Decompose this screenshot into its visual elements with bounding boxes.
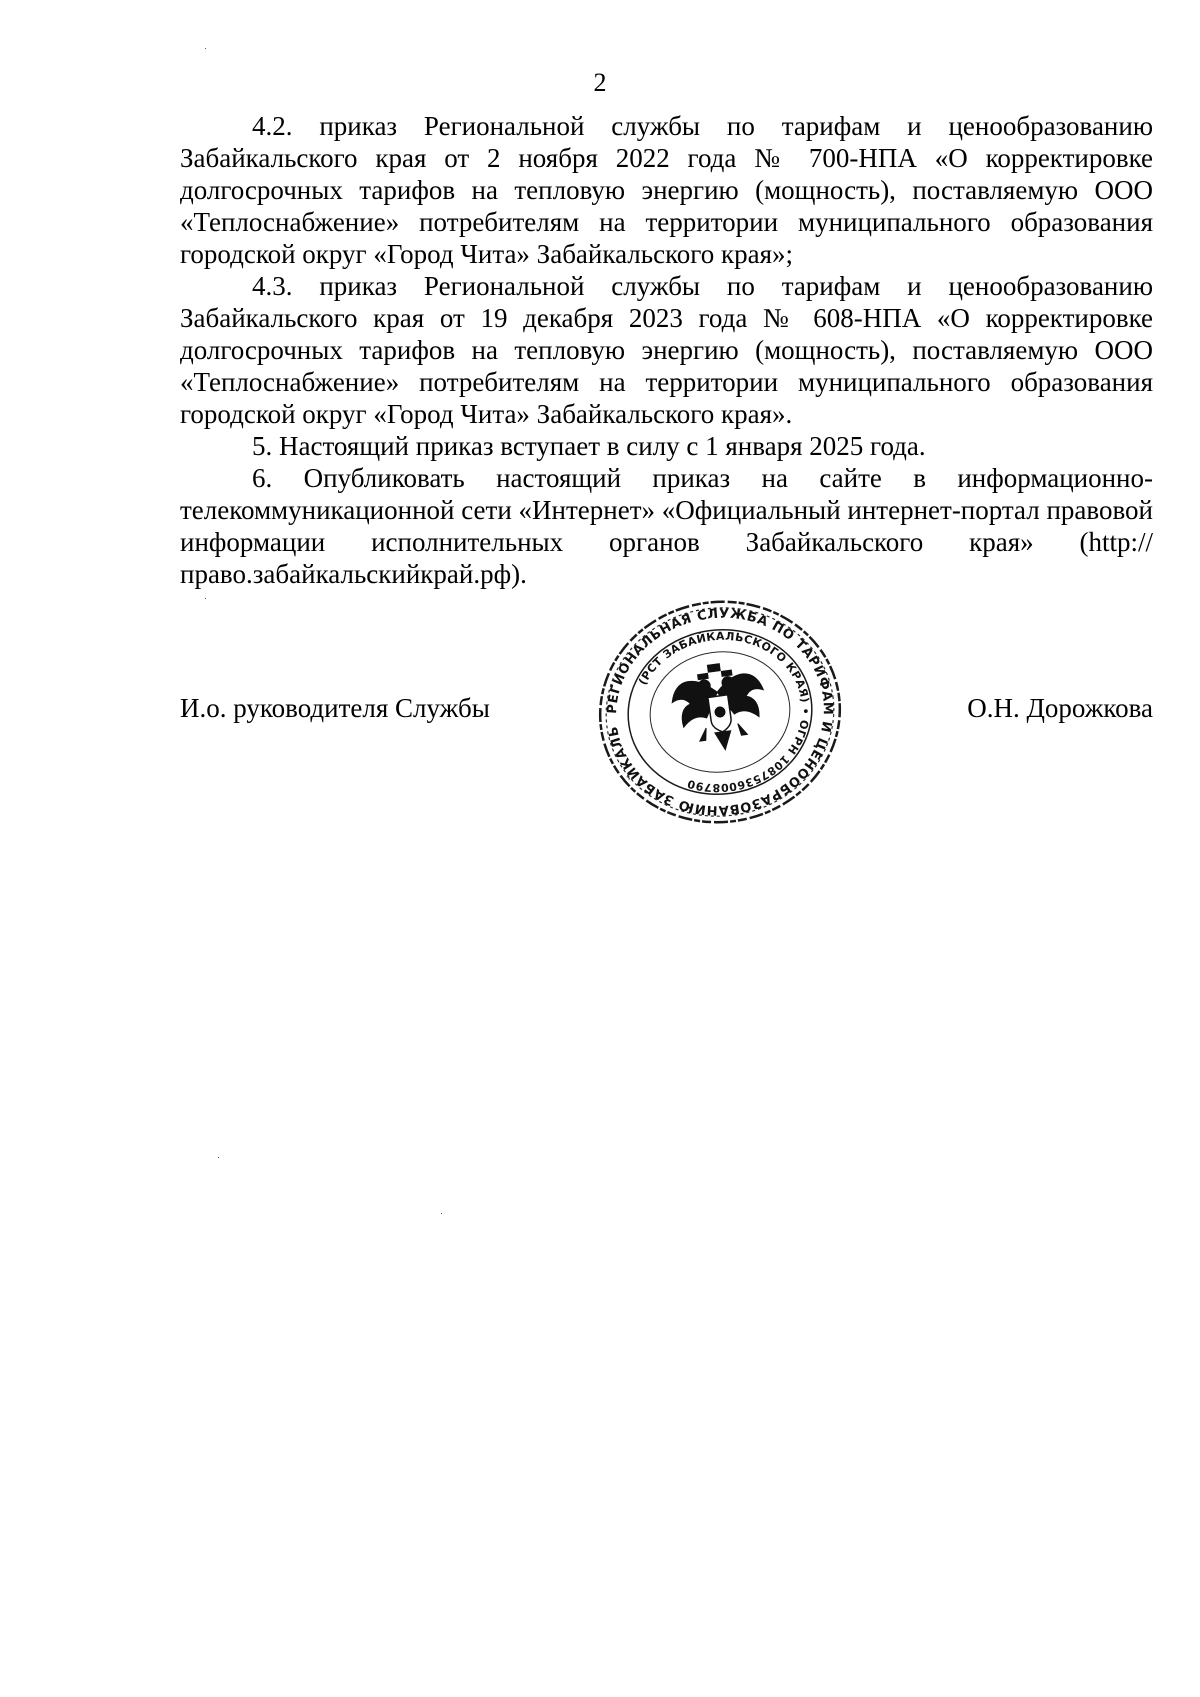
scan-speck (218, 1157, 219, 1158)
signatory-position: И.о. руководителя Службы (180, 693, 490, 723)
paragraph-5: 5. Настоящий приказ вступает в силу с 1 января 2025 года. (252, 431, 926, 461)
signatory-name: О.Н. Дорожкова (967, 693, 1153, 723)
seal-inner-text: (РСТ ЗАБАЙКАЛЬСКОГО КРАЯ) • ОГРН 1087536008790 (636, 629, 812, 795)
paragraph-4-3: 4.3. приказ Региональной службы по тарифам и ценообразованию Забайкальского края от 19 декабря 2023 года № 608-НПА «О корректировке долгосрочных тарифов на тепловую энергию (мощность), поставляемую ООО «Теплоснабжение» потребителям на территории муниципального образования городской округ «Город Чита» Забайкальского края». (180, 271, 1153, 429)
page-number: 2 (593, 68, 607, 97)
scan-speck (205, 48, 206, 49)
scan-speck (205, 598, 206, 599)
official-seal (590, 592, 850, 832)
double-headed-eagle-icon (668, 658, 771, 756)
seal-outer-text: РЕГИОНАЛЬНАЯ СЛУЖБА ПО ТАРИФАМ И ЦЕНООБРАЗОВАНИЮ ЗАБАЙКАЛЬСКОГО (605, 606, 835, 818)
scan-speck (441, 1213, 442, 1214)
paragraph-6: 6. Опубликовать настоящий приказ на сайте в информационно-телекоммуникационной сети «Интернет» «Официальный интернет-портал правовой информации исполнительных органов Забайкальского края» (http://право.забайкальскийкрай.рф). (180, 463, 1153, 589)
paragraph-4-2: 4.2. приказ Региональной службы по тарифам и ценообразованию Забайкальского края от 2 ноября 2022 года № 700-НПА «О корректировке долгосрочных тарифов на тепловую энергию (мощность), поставляемую ООО «Теплоснабжение» потребителям на территории муниципального образования городской округ «Город Чита» Забайкальского края»; (180, 111, 1153, 269)
document-body (180, 110, 1153, 590)
